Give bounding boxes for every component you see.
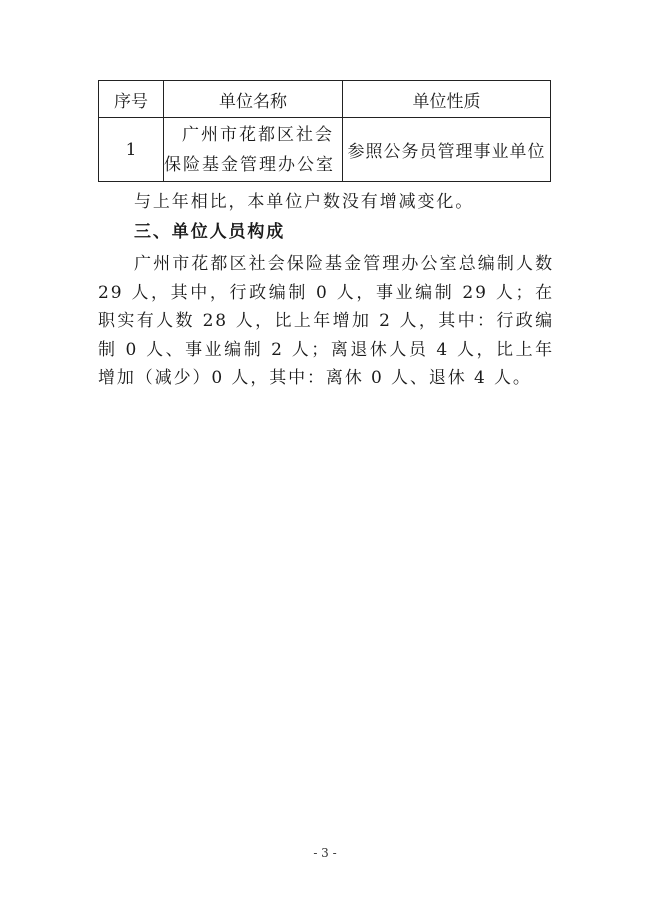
cell-unit-nature: 参照公务员管理事业单位 bbox=[343, 118, 551, 182]
staff-composition-paragraph: 广州市花都区社会保险基金管理办公室总编制人数 29 人，其中，行政编制 0 人，事业编制 29 人；在职实有人数 28 人，比上年增加 2 人，其中：行政编制 0 人、事业编制 2 人；离退休人员 4 人，比上年增加（减少）0 人，其中：离休 0 人、退休 4 人。 bbox=[98, 254, 554, 389]
unit-name-line-2: 保险基金管理办公室 bbox=[164, 154, 335, 175]
cell-index: 1 bbox=[99, 118, 164, 182]
unit-count-note: 与上年相比，本单位户数没有增减变化。 bbox=[134, 192, 475, 212]
page-number: - 3 - bbox=[313, 846, 337, 860]
table-row bbox=[99, 118, 551, 182]
table-header-row bbox=[99, 81, 551, 118]
header-unit-nature: 单位性质 bbox=[343, 81, 551, 118]
unit-name-line-1: 广州市花都区社会 bbox=[182, 124, 334, 145]
header-unit-name: 单位名称 bbox=[164, 81, 343, 118]
header-index: 序号 bbox=[99, 81, 164, 118]
section-heading: 三、单位人员构成 bbox=[134, 222, 286, 242]
unit-table bbox=[98, 80, 551, 182]
cell-unit-name bbox=[164, 118, 343, 182]
